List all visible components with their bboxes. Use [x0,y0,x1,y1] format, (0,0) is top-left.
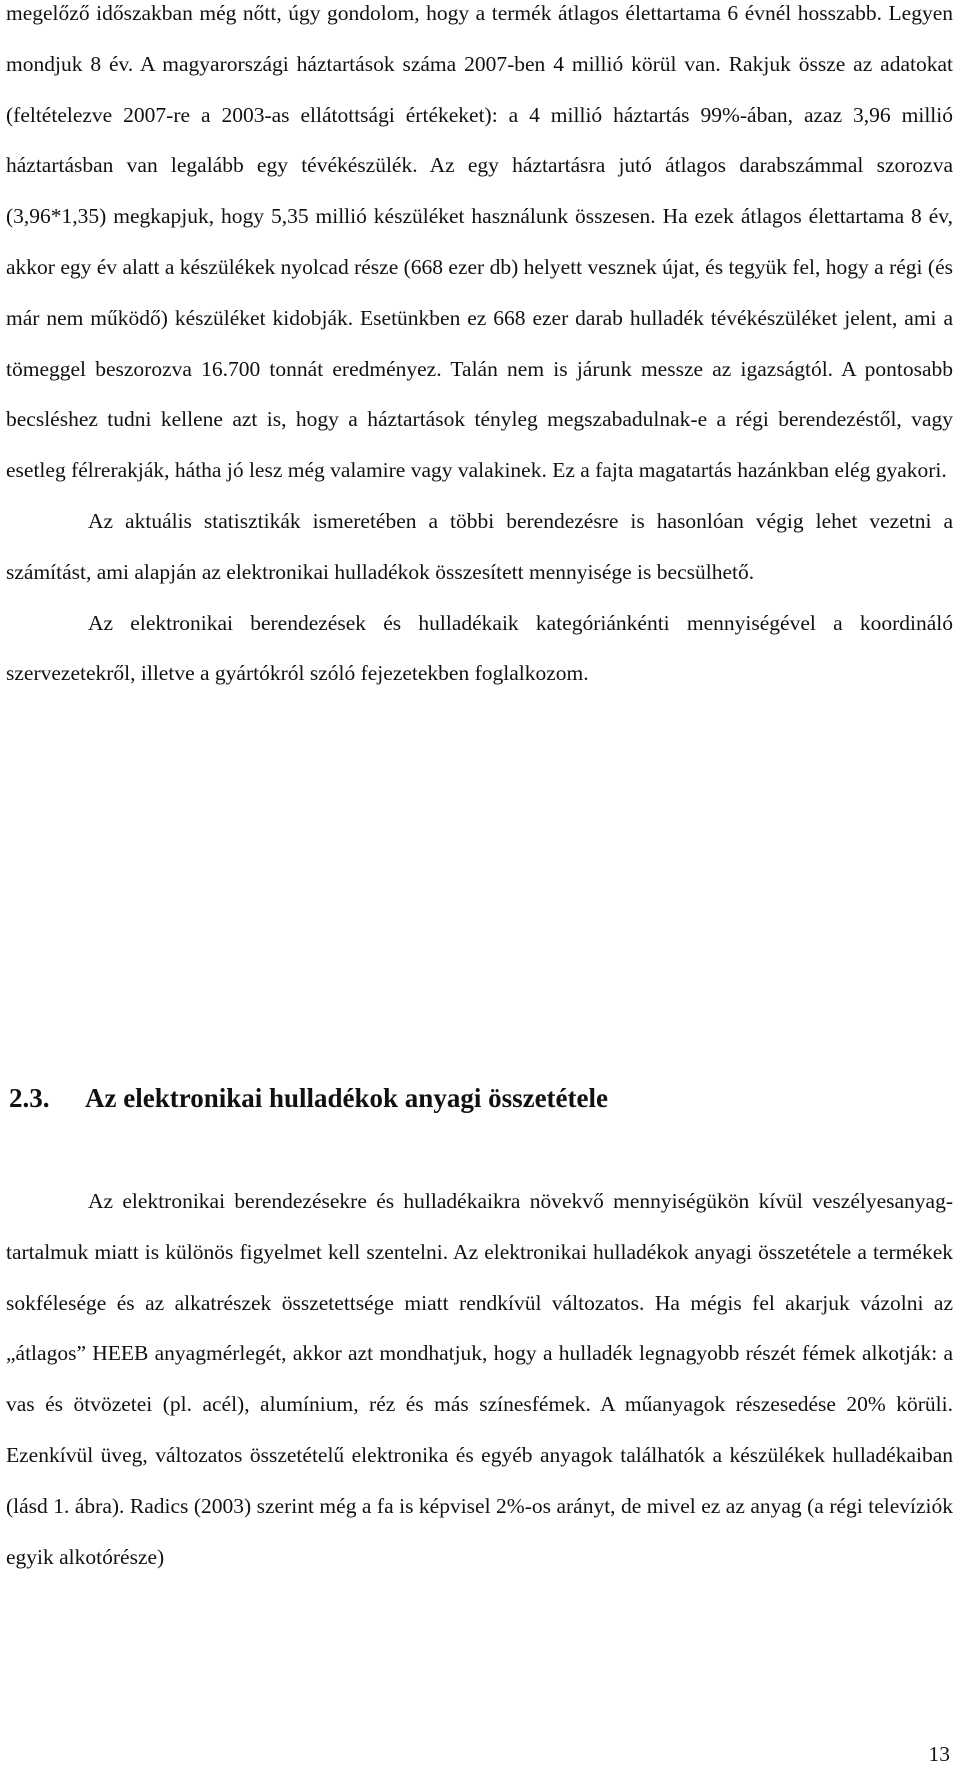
paragraph-categories: Az elektronikai berendezések és hulladékaik kategóriánkénti mennyiségével a koordináló szervezetekről, illetve a gyártókról szóló fejezetekben foglalkozom. [6,610,953,686]
text-block-top [6,0,953,699]
paragraph-material-composition: Az elektronikai berendezésekre és hulladékaikra növekvő mennyiségükön kívül veszélyesanyag-tartalmuk miatt is különös figyelmet kell szentelni. Az elektronikai hulladékok anyagi összetétele a termékek sokfélesége és az alkatrészek összetettsége miatt rendkívül változatos. Ha mégis fel akarjuk vázolni az „átlagos” HEEB anyagmérlegét, akkor azt mondhatjuk, hogy a hulladék legnagyobb részét fémek alkotják: a vas és ötvözetei (pl. acél), alumínium, réz és más színesfémek. A műanyagok részesedése 20% körüli. Ezenkívül üveg, változatos összetételű elektronika és egyéb anyagok találhatók a készülékek hulladékaiban (lásd 1. ábra). Radics (2003) szerint még a fa is képvisel 2%-os arányt, de mivel ez az anyag (a régi televíziók egyik alkotórésze) [6,1189,953,1569]
paragraph-tv-waste-estimate: megelőző időszakban még nőtt, úgy gondolom, hogy a termék átlagos élettartama 6 évnél hosszabb. Legyen mondjuk 8 év. A magyarországi háztartások száma 2007-ben 4 millió körül van. Rakjuk össze az adatokat (feltételezve 2007-re a 2003-as ellátottsági értékeket): a 4 millió háztartás 99%-ában, azaz 3,96 millió háztartásban van legalább egy tévékészülék. Az egy háztartásra jutó átlagos darabszámmal szorozva (3,96*1,35) megkapjuk, hogy 5,35 millió készüléket használunk összesen. Ha ezek átlagos élettartama 8 év, akkor egy év alatt a készülékek nyolcad része (668 ezer db) helyett vesznek újat, és tegyük fel, hogy a régi (és már nem működő) készüléket kidobják. Esetünkben ez 668 ezer darab hulladék tévékészüléket jelent, ami a tömeggel beszorozva 16.700 tonnát eredményez. Talán nem is járunk messze az igazságtól. A pontosabb becsléshez tudni kellene azt is, hogy a háztartások tényleg megszabadulnak-e a régi berendezéstől, vagy esetleg félrerakják, hátha jó lesz még valamire vagy valakinek. Ez a fajta magatartás hazánkban elég gyakori. [6,1,953,483]
section-title: Az elektronikai hulladékok anyagi összetétele [85,1083,608,1113]
text-block-bottom [6,1176,953,1582]
paragraph-statistics: Az aktuális statisztikák ismeretében a többi berendezésre is hasonlóan végig lehet vezetni a számítást, ami alapján az elektronikai hulladékok összesített mennyisége is becsülhető. [6,508,953,584]
section-number: 2.3. [9,1083,50,1113]
page-number: 13 [928,1742,950,1766]
document-page [6,0,953,1569]
section-heading [9,1082,608,1114]
